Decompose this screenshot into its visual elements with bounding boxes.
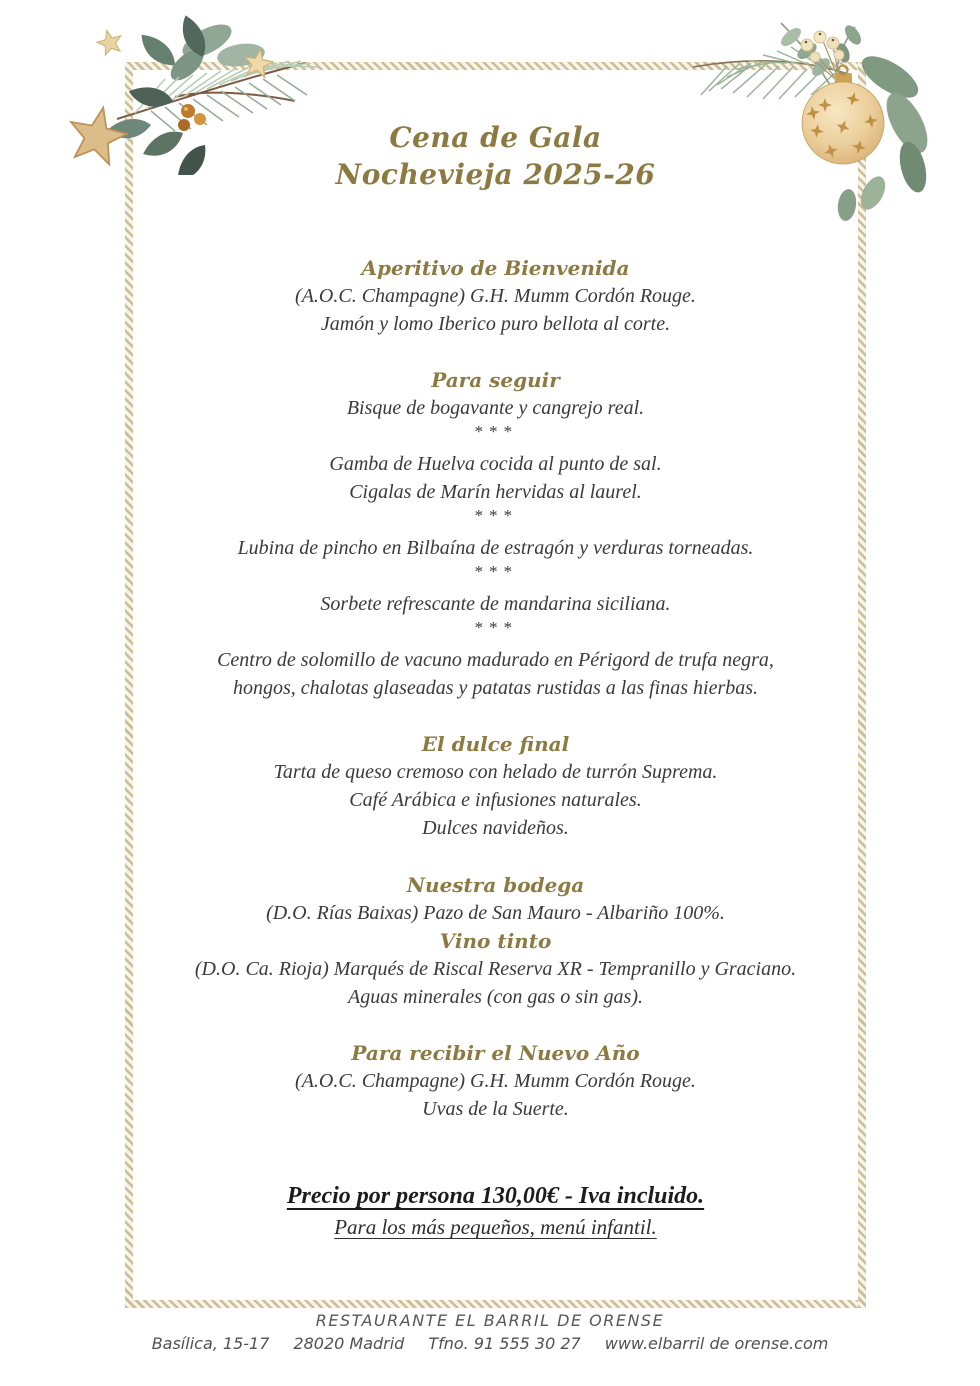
rope-border-bottom	[125, 1300, 866, 1308]
menu-line: Jamón y lomo Iberico puro bellota al corte.	[320, 313, 671, 335]
section-aperitivo	[125, 254, 866, 338]
menu-content	[125, 0, 866, 1242]
menu-line: Tarta de queso cremoso con helado de turrón Suprema.	[273, 761, 718, 783]
menu-line: Gamba de Huelva cocida al punto de sal.	[329, 453, 662, 475]
restaurant-phone: Tfno. 91 555 30 27	[428, 1334, 581, 1353]
section-heading: Para seguir	[431, 368, 560, 392]
menu-title-line2: Nochevieja 2025-26	[335, 158, 656, 191]
price-per-person: Precio por persona 130,00€ - Iva incluido.	[286, 1183, 705, 1209]
menu-title-line1: Cena de Gala	[389, 121, 602, 154]
section-heading: Aperitivo de Bienvenida	[361, 256, 630, 280]
section-vino-tinto	[125, 927, 866, 1011]
restaurant-contact-line	[0, 1332, 980, 1356]
section-dulce-final	[125, 730, 866, 842]
course-separator: ***	[473, 562, 518, 581]
section-heading: Nuestra bodega	[406, 873, 585, 897]
section-heading: Vino tinto	[439, 929, 552, 953]
small-star-icon	[95, 27, 125, 56]
menu-line: Uvas de la Suerte.	[422, 1098, 569, 1120]
menu-line: Cigalas de Marín hervidas al laurel.	[349, 481, 642, 503]
section-para-seguir	[125, 366, 866, 702]
menu-line: Aguas minerales (con gas o sin gas).	[348, 986, 643, 1008]
restaurant-name: RESTAURANTE EL BARRIL DE ORENSE	[315, 1311, 665, 1330]
menu-line: (A.O.C. Champagne) G.H. Mumm Cordón Rouge.	[295, 285, 696, 307]
menu-line: (D.O. Ca. Rioja) Marqués de Riscal Reserva XR - Tempranillo y Graciano.	[194, 958, 797, 980]
menu-line: Café Arábica e infusiones naturales.	[349, 789, 642, 811]
children-menu-note: Para los más pequeños, menú infantil.	[334, 1215, 657, 1239]
menu-line: Lubina de pincho en Bilbaína de estragón y verduras torneadas.	[237, 537, 754, 559]
large-star-icon	[64, 102, 131, 167]
restaurant-website: www.elbarril de orense.com	[604, 1334, 829, 1353]
course-separator: ***	[473, 618, 518, 637]
section-nuevo-ano	[125, 1039, 866, 1123]
menu-line: Sorbete refrescante de mandarina siciliana.	[320, 593, 671, 615]
menu-line: (D.O. Rías Baixas) Pazo de San Mauro - Albariño 100%.	[266, 902, 725, 924]
menu-line: hongos, chalotas glaseadas y patatas rustidas a las finas hierbas.	[232, 677, 759, 699]
section-bodega	[125, 871, 866, 927]
menu-line: Dulces navideños.	[422, 817, 569, 839]
restaurant-city: 28020 Madrid	[293, 1334, 405, 1353]
section-heading: El dulce final	[421, 732, 570, 756]
footer	[0, 1310, 980, 1356]
menu-line: Bisque de bogavante y cangrejo real.	[346, 397, 645, 419]
section-heading: Para recibir el Nuevo Año	[351, 1041, 640, 1065]
menu-line: Centro de solomillo de vacuno madurado en Périgord de trufa negra,	[217, 649, 774, 671]
menu-line: (A.O.C. Champagne) G.H. Mumm Cordón Rouge.	[295, 1070, 696, 1092]
course-separator: ***	[473, 422, 518, 441]
restaurant-address: Basílica, 15-17	[151, 1334, 270, 1353]
pricing-block	[125, 1180, 866, 1242]
course-separator: ***	[473, 506, 518, 525]
